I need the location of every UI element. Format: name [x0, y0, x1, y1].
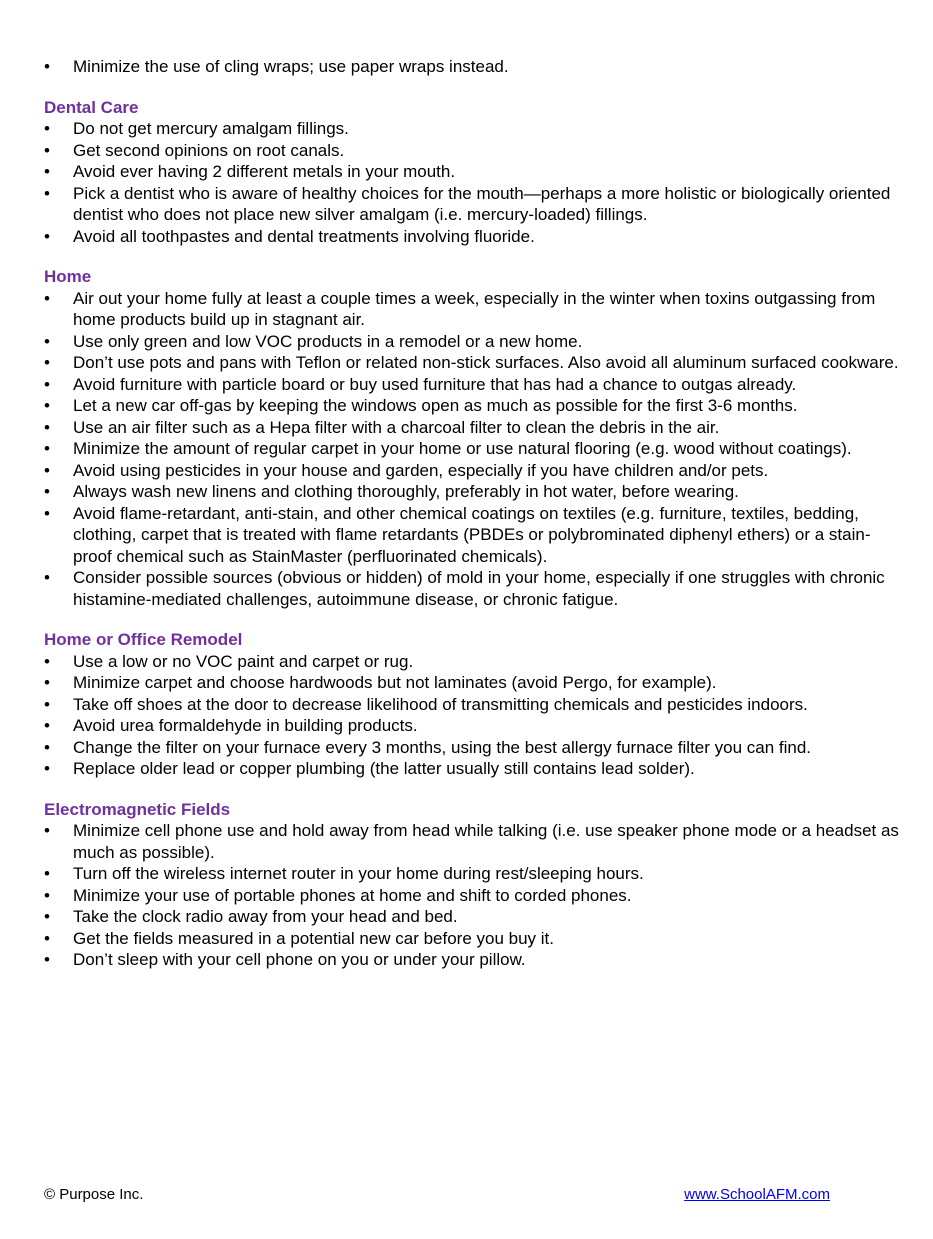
- list-item: [44, 161, 904, 183]
- section-home-or-office-remodel: [44, 629, 904, 780]
- list-item: [44, 417, 904, 439]
- section-heading: Home: [44, 267, 92, 286]
- list-item: [44, 820, 904, 863]
- list-item-text: Don’t sleep with your cell phone on you or under your pillow.: [73, 950, 526, 969]
- section-electromagnetic-fields: [44, 799, 904, 971]
- bullet-icon: •: [44, 226, 50, 246]
- bullet-icon: •: [44, 694, 50, 714]
- website-link[interactable]: www.SchoolAFM.com: [684, 1186, 830, 1203]
- list-item-text: Replace older lead or copper plumbing (the latter usually still contains lead solder).: [73, 759, 695, 778]
- list-item-text: Always wash new linens and clothing thoroughly, preferably in hot water, before wearing.: [73, 482, 739, 501]
- list-item-text: Change the filter on your furnace every 3 months, using the best allergy furnace filter you can find.: [73, 737, 812, 757]
- bullet-icon: •: [44, 331, 50, 351]
- bullet-icon: •: [44, 928, 50, 948]
- bullet-icon: •: [44, 821, 50, 840]
- section-dental-care: [44, 97, 904, 248]
- list-item-text: Do not get mercury amalgam fillings.: [73, 119, 349, 138]
- list-item: [44, 651, 904, 673]
- bullet-icon: •: [44, 439, 50, 458]
- remodel-list: [44, 651, 904, 780]
- list-item: [44, 928, 904, 950]
- list-item: [44, 288, 904, 331]
- list-item: [44, 118, 904, 140]
- list-item-text: Avoid flame-retardant, anti-stain, and other chemical coatings on textiles (e.g. furniture, textiles, bedding, clothing, carpet that is treated with flame retardants (PBDEs or polybrominated diphenyl ethers) or a stain-proof chemical such as StainMaster (perfluorinated chemicals).: [73, 503, 871, 566]
- section-heading: Home or Office Remodel: [44, 630, 243, 649]
- list-item: [44, 906, 904, 928]
- list-item-text: Avoid ever having 2 different metals in your mouth.: [73, 162, 456, 181]
- bullet-icon: •: [44, 568, 50, 587]
- bullet-icon: •: [44, 353, 50, 372]
- list-item-text: Pick a dentist who is aware of healthy choices for the mouth—perhaps a more holistic or biologically oriented dentist who does not place new silver amalgam (i.e. mercury-loaded) fillings.: [73, 183, 891, 224]
- list-item: [44, 460, 904, 482]
- list-item-text: Take off shoes at the door to decrease likelihood of transmitting chemicals and pesticides indoors.: [73, 694, 808, 714]
- list-item-text: Get second opinions on root canals.: [73, 140, 345, 160]
- list-item-text: Use a low or no VOC paint and carpet or rug.: [73, 651, 414, 671]
- bullet-icon: •: [44, 482, 50, 501]
- bullet-icon: •: [44, 759, 50, 778]
- list-item: [44, 226, 904, 248]
- list-item: [44, 885, 904, 907]
- list-item-text: Consider possible sources (obvious or hidden) of mold in your home, especially if one struggles with chronic histamine-mediated challenges, autoimmune disease, or chronic fatigue.: [73, 568, 885, 609]
- list-item: [44, 715, 904, 737]
- bullet-icon: •: [44, 417, 50, 437]
- list-item-text: Avoid furniture with particle board or buy used furniture that has had a chance to outgas already.: [73, 374, 797, 394]
- bullet-icon: •: [44, 162, 50, 181]
- list-item: [44, 694, 904, 716]
- list-item: [44, 567, 904, 610]
- document-body: [44, 56, 904, 971]
- dental-care-list: [44, 118, 904, 247]
- list-item-text: Let a new car off-gas by keeping the windows open as much as possible for the first 3-6 months.: [73, 396, 798, 415]
- list-item: [44, 737, 904, 759]
- list-item-text: Turn off the wireless internet router in your home during rest/sleeping hours.: [73, 864, 644, 883]
- bullet-icon: •: [44, 503, 50, 523]
- list-item: [44, 395, 904, 417]
- list-item: [44, 374, 904, 396]
- list-item-text: Don’t use pots and pans with Teflon or related non-stick surfaces. Also avoid all aluminum surfaced cookware.: [73, 353, 899, 372]
- bullet-icon: •: [44, 288, 50, 308]
- bullet-icon: •: [44, 140, 50, 160]
- list-item-text: Avoid using pesticides in your house and garden, especially if you have children and/or pets.: [73, 460, 769, 480]
- bullet-icon: •: [44, 716, 50, 735]
- list-item: [44, 331, 904, 353]
- list-item: [44, 56, 904, 78]
- list-item-text: Avoid all toothpastes and dental treatments involving fluoride.: [73, 226, 535, 246]
- list-item-text: Take the clock radio away from your head and bed.: [73, 907, 458, 926]
- list-item-text: Avoid urea formaldehyde in building products.: [73, 716, 418, 735]
- list-item: [44, 352, 904, 374]
- bullet-icon: •: [44, 119, 50, 138]
- list-item: [44, 758, 904, 780]
- bullet-icon: •: [44, 460, 50, 480]
- list-item-text: Minimize the amount of regular carpet in your home or use natural flooring (e.g. wood without coatings).: [73, 439, 852, 458]
- list-item: [44, 672, 904, 694]
- section-heading: Dental Care: [44, 97, 139, 117]
- emf-list: [44, 820, 904, 971]
- list-item: [44, 183, 904, 226]
- list-item: [44, 503, 904, 568]
- bullet-icon: •: [44, 183, 50, 203]
- list-item-text: Get the fields measured in a potential new car before you buy it.: [73, 928, 554, 948]
- copyright-text: © Purpose Inc.: [44, 1186, 144, 1203]
- bullet-icon: •: [44, 651, 50, 671]
- bullet-icon: •: [44, 374, 50, 394]
- bullet-icon: •: [44, 907, 50, 926]
- bullet-icon: •: [44, 864, 50, 883]
- bullet-icon: •: [44, 950, 50, 969]
- list-item-text: Use only green and low VOC products in a remodel or a new home.: [73, 331, 583, 351]
- list-item-text: Minimize the use of cling wraps; use paper wraps instead.: [73, 57, 509, 76]
- bullet-icon: •: [44, 57, 50, 76]
- list-item: [44, 438, 904, 460]
- list-item: [44, 863, 904, 885]
- list-item: [44, 481, 904, 503]
- list-item: [44, 140, 904, 162]
- bullet-icon: •: [44, 673, 50, 692]
- list-item-text: Air out your home fully at least a couple times a week, especially in the winter when toxins outgassing from home products build up in stagnant air.: [73, 288, 876, 329]
- section-home: [44, 266, 904, 610]
- bullet-icon: •: [44, 737, 50, 757]
- list-item: [44, 949, 904, 971]
- list-item-text: Use an air filter such as a Hepa filter with a charcoal filter to clean the debris in the air.: [73, 417, 720, 437]
- section-heading: Electromagnetic Fields: [44, 799, 231, 819]
- list-item-text: Minimize cell phone use and hold away from head while talking (i.e. use speaker phone mode or a headset as much as possible).: [73, 821, 899, 862]
- bullet-icon: •: [44, 885, 50, 905]
- list-item-text: Minimize carpet and choose hardwoods but not laminates (avoid Pergo, for example).: [73, 673, 717, 692]
- bullet-icon: •: [44, 396, 50, 415]
- intro-list: [44, 56, 904, 78]
- list-item-text: Minimize your use of portable phones at home and shift to corded phones.: [73, 885, 632, 905]
- home-list: [44, 288, 904, 611]
